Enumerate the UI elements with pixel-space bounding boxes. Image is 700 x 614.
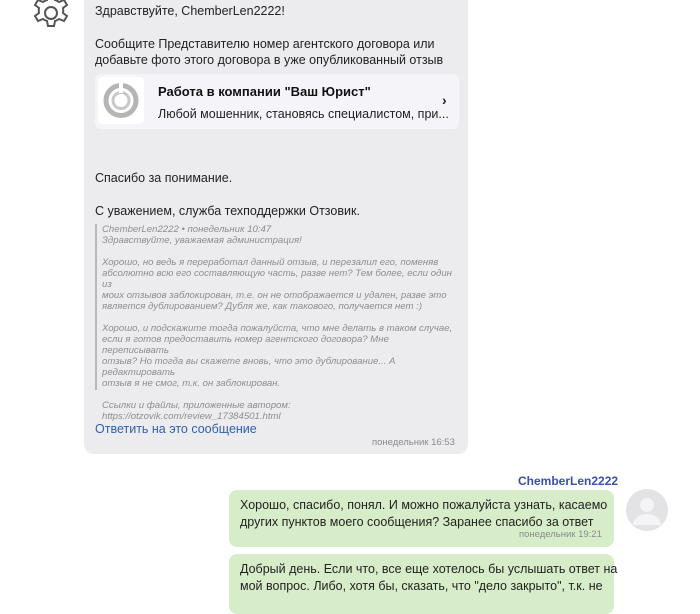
chevron-right-icon: › [442, 92, 447, 108]
quote-line: отзыв? Но тогда вы скажете вновь, что это дублирование... А редактировать [102, 356, 396, 378]
quote-line: Хорошо, но ведь я переработал данный отзыв, и перезалил его, поменяв [102, 257, 439, 268]
incoming-timestamp: понедельник 16:53 [372, 437, 455, 448]
quote-line: если я готов предоставить номер агентского договора? Мне переписывать [102, 334, 389, 356]
body-line-1: Сообщите Представителю номер агентского договора или [95, 37, 435, 51]
card-title: Работа в компании "Ваш Юрист" [158, 84, 371, 99]
avatar[interactable] [626, 489, 668, 531]
gear-icon [30, 0, 72, 34]
outgoing-line-2: других пунктов моего сообщения? Заранее спасибо за ответ [240, 515, 594, 529]
card-subtitle: Любой мошенник, становясь специалистом, при... [158, 107, 449, 121]
quote-line: отзыв я не смог, т.к. он заблокирован. [102, 378, 281, 389]
body-line-2: добавьте фото этого договора в уже опубликованный отзыв [95, 53, 444, 67]
thumbnail-logo-icon [98, 77, 144, 124]
quoted-message [95, 224, 457, 422]
greeting-text: Здравствуйте, ChemberLen2222! [95, 4, 285, 18]
quote-line: моих отзывов заблокирован, т.е. он не отображается и удален, разве это [102, 290, 447, 301]
outgoing-timestamp: понедельник 19:21 [519, 529, 602, 540]
author-name[interactable]: ChemberLen2222 [518, 474, 619, 488]
thanks-text: Спасибо за понимание. [95, 171, 233, 185]
outgoing2-line-1: Добрый день. Если что, все еще хотелось бы услышать ответ на [240, 562, 618, 576]
outgoing-line-1: Хорошо, спасибо, понял. И можно пожалуйста узнать, касаемо [240, 498, 608, 512]
reply-to-message-link[interactable]: Ответить на это сообщение [95, 422, 257, 436]
review-thumbnail [98, 77, 144, 124]
avatar-icon [626, 489, 668, 531]
outgoing2-line-2: мой вопрос. Либо, хотя бы, сказать, что "дело закрыто", т.к. не [240, 579, 603, 593]
quote-line: Ссылки и файлы, приложенные автором: [102, 400, 291, 411]
signature-text: С уважением, служба техподдержки Отзовик. [95, 204, 360, 218]
review-link-card[interactable] [95, 74, 459, 129]
quote-line: является дублированием? Дубля же, как такового, получается нет :) [102, 301, 423, 312]
quote-line: Здравствуйте, уважаемая администрация! [102, 235, 302, 246]
quote-header: ChemberLen2222 • понедельник 10:47 [102, 224, 272, 235]
quote-line: абсолютно всю его составляющую часть, разве нет? Тем более, если один из [102, 268, 452, 290]
quote-attachment-link[interactable]: https://otzovik.com/review_17384501.html [102, 411, 281, 422]
quote-line: Хорошо, и подскажите тогда пожалуйста, что мне делать в таком случае, [102, 323, 453, 334]
